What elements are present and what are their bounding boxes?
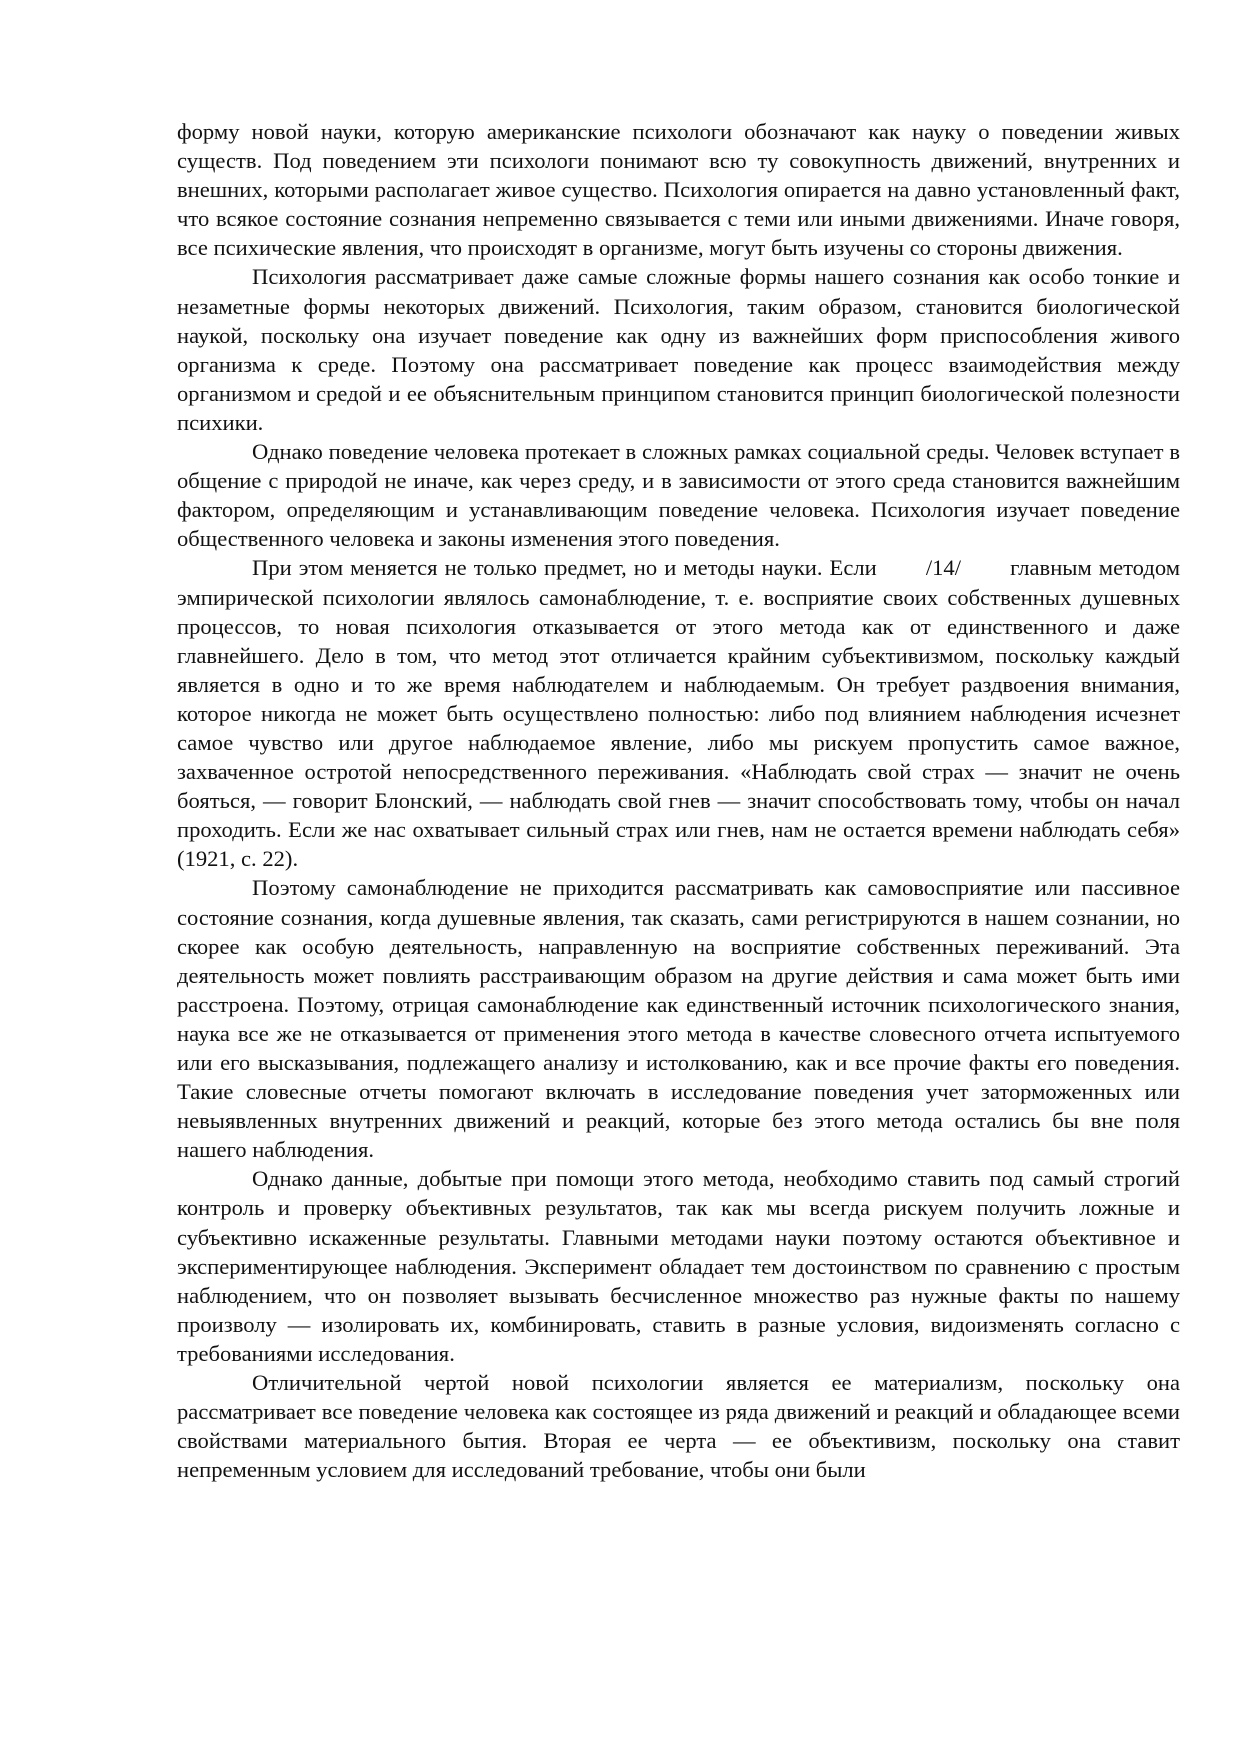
paragraph-3: Однако поведение человека протекает в сложных рамках социальной среды. Человек вступает в общение с природой не иначе, как через среду, и в зависимости от этого среда становится важнейшим фактором, определяющим и устанавливающим поведение человека. Психология изучает поведение общественного человека и законы изменения этого поведения. [177, 439, 1180, 552]
paragraph-4: При этом меняется не только предмет, но и методы науки. Если /14/ главным методом эмпирической психологии являлось самонаблюдение, т. е. восприятие своих собственных душевных процессов, то новая психология отказывается от этого метода как от единственного и даже главнейшего. Дело в том, что метод этот отличается крайним субъективизмом, поскольку каждый является в одно и то же время наблюдателем и наблюдаемым. Он требует раздвоения внимания, которое никогда не может быть осуществлено полностью: либо под влиянием наблюдения исчезнет самое чувство или другое наблюдаемое явление, либо мы рискуем пропустить самое важное, захваченное остротой непосредственного переживания. «Наблюдать свой страх — значит не очень бояться, — говорит Блонский, — наблюдать свой гнев — значит способствовать тому, чтобы он начал проходить. Если же нас охватывает сильный страх или гнев, нам не остается времени наблюдать себя» (1921, с. 22). [177, 555, 1186, 872]
paragraph-2: Психология рассматривает даже самые сложные формы нашего сознания как особо тонкие и незаметные формы некоторых движений. Психология, таким образом, становится биологической наукой, поскольку она изучает поведение как одну из важнейших форм приспособления живого организма к среде. Поэтому она рассматривает поведение как процесс взаимодействия между организмом и средой и ее объяснительным принципом становится принцип биологической полезности психики. [177, 264, 1180, 435]
paragraph-6: Однако данные, добытые при помощи этого метода, необходимо ставить под самый строгий контроль и проверку объективных результатов, так как мы всегда рискуем получить ложные и субъективно искаженные результаты. Главными методами науки поэтому остаются объективное и экспериментирующее наблюдения. Эксперимент обладает тем достоинством по сравнению с простым наблюдением, что он позволяет вызывать бесчисленное множество раз нужные факты по нашему произволу — изолировать их, комбинировать, ставить в разные условия, видоизменять согласно с требованиями исследования. [177, 1166, 1180, 1366]
paragraph-1: форму новой науки, которую американские психологи обозначают как науку о поведении живых существ. Под поведением эти психологи понимают всю ту совокупность движений, внутренних и внешних, которыми располагает живое существо. Психология опирается на давно установленный факт, что всякое состояние сознания непременно связывается с теми или иными движениями. Иначе говоря, все психические явления, что происходят в организме, могут быть изучены со стороны движения. [177, 119, 1180, 261]
body-text [177, 117, 1186, 1484]
paragraph-5: Поэтому самонаблюдение не приходится рассматривать как самовосприятие или пассивное состояние сознания, когда душевные явления, так сказать, сами регистрируются в нашем сознании, но скорее как особую деятельность, направленную на восприятие собственных переживаний. Эта деятельность может повлиять расстраивающим образом на другие действия и сама может быть ими расстроена. Поэтому, отрицая самонаблюдение как единственный источник психологического знания, наука все же не отказывается от применения этого метода в качестве словесного отчета испытуемого или его высказывания, подлежащего анализу и истолкованию, как и все прочие факты его поведения. Такие словесные отчеты помогают включать в исследование поведения учет заторможенных или невыявленных внутренних движений и реакций, которые без этого метода остались бы вне поля нашего наблюдения. [177, 875, 1180, 1163]
paragraph-7: Отличительной чертой новой психологии является ее материализм, поскольку она рассматривает все поведение человека как состоящее из ряда движений и реакций и обладающее всеми свойствами материального бытия. Вторая ее черта — ее объективизм, поскольку она ставит непременным условием для исследований требование, чтобы они были [177, 1370, 1180, 1483]
